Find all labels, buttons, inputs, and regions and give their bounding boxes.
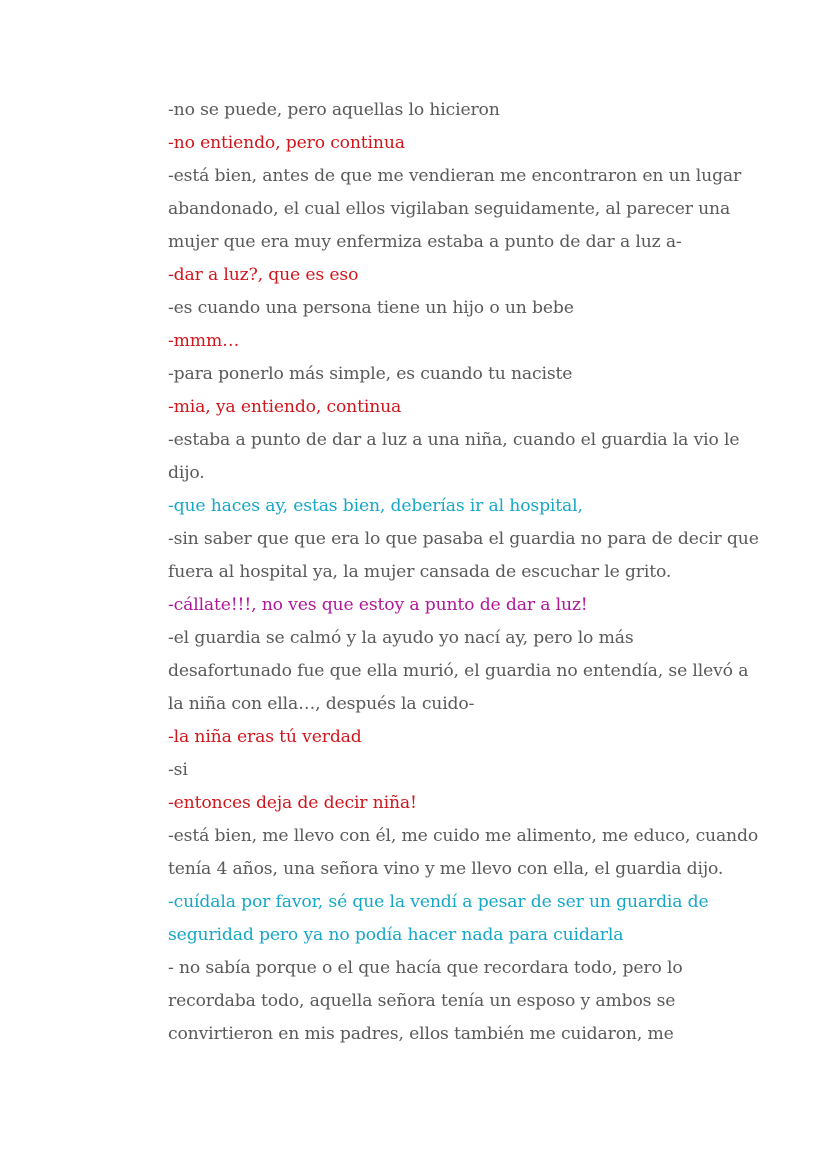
paragraph-line: -si — [168, 760, 188, 780]
paragraph-line: -sin saber que que era lo que pasaba el guardia no para de decir que — [168, 529, 759, 549]
paragraph-line: dijo. — [168, 463, 205, 483]
paragraph-line: abandonado, el cual ellos vigilaban seguidamente, al parecer una — [168, 199, 731, 219]
paragraph-line: -es cuando una persona tiene un hijo o un bebe — [168, 298, 574, 318]
dialogue-line: -no entiendo, pero continua — [168, 133, 405, 153]
paragraph-line: desafortunado fue que ella murió, el guardia no entendía, se llevó a — [168, 661, 749, 681]
dialogue-line: seguridad pero ya no podía hacer nada para cuidarla — [168, 925, 624, 945]
paragraph-line: la niña con ella…, después la cuido- — [168, 694, 475, 714]
paragraph-line: -está bien, me llevo con él, me cuido me alimento, me educo, cuando — [168, 826, 759, 846]
paragraph-line: - no sabía porque o el que hacía que recordara todo, pero lo — [168, 958, 683, 978]
paragraph-line: mujer que era muy enfermiza estaba a punto de dar a luz a- — [168, 232, 682, 252]
dialogue-line: -la niña eras tú verdad — [168, 727, 362, 747]
paragraph-line: convirtieron en mis padres, ellos también me cuidaron, me — [168, 1024, 674, 1044]
dialogue-line: -mia, ya entiendo, continua — [168, 397, 402, 417]
dialogue-line: -que haces ay, estas bien, deberías ir al hospital, — [168, 496, 583, 516]
paragraph-line: -para ponerlo más simple, es cuando tu naciste — [168, 364, 573, 384]
dialogue-line: -mmm… — [168, 331, 240, 351]
paragraph-line: fuera al hospital ya, la mujer cansada de escuchar le grito. — [168, 562, 672, 582]
dialogue-line: -entonces deja de decir niña! — [168, 793, 417, 813]
paragraph-line: recordaba todo, aquella señora tenía un esposo y ambos se — [168, 991, 676, 1011]
dialogue-line: -cállate!!!, no ves que estoy a punto de dar a luz! — [168, 595, 588, 615]
paragraph-line: -estaba a punto de dar a luz a una niña, cuando el guardia la vio le — [168, 430, 740, 450]
document-body — [168, 94, 759, 1051]
paragraph-line: -está bien, antes de que me vendieran me encontraron en un lugar — [168, 166, 742, 186]
paragraph-line: tenía 4 años, una señora vino y me llevo con ella, el guardia dijo. — [168, 859, 724, 879]
paragraph-line: -el guardia se calmó y la ayudo yo nací ay, pero lo más — [168, 628, 634, 648]
dialogue-line: -dar a luz?, que es eso — [168, 265, 359, 285]
paragraph-line: -no se puede, pero aquellas lo hicieron — [168, 100, 500, 120]
dialogue-line: -cuídala por favor, sé que la vendí a pesar de ser un guardia de — [168, 892, 709, 912]
